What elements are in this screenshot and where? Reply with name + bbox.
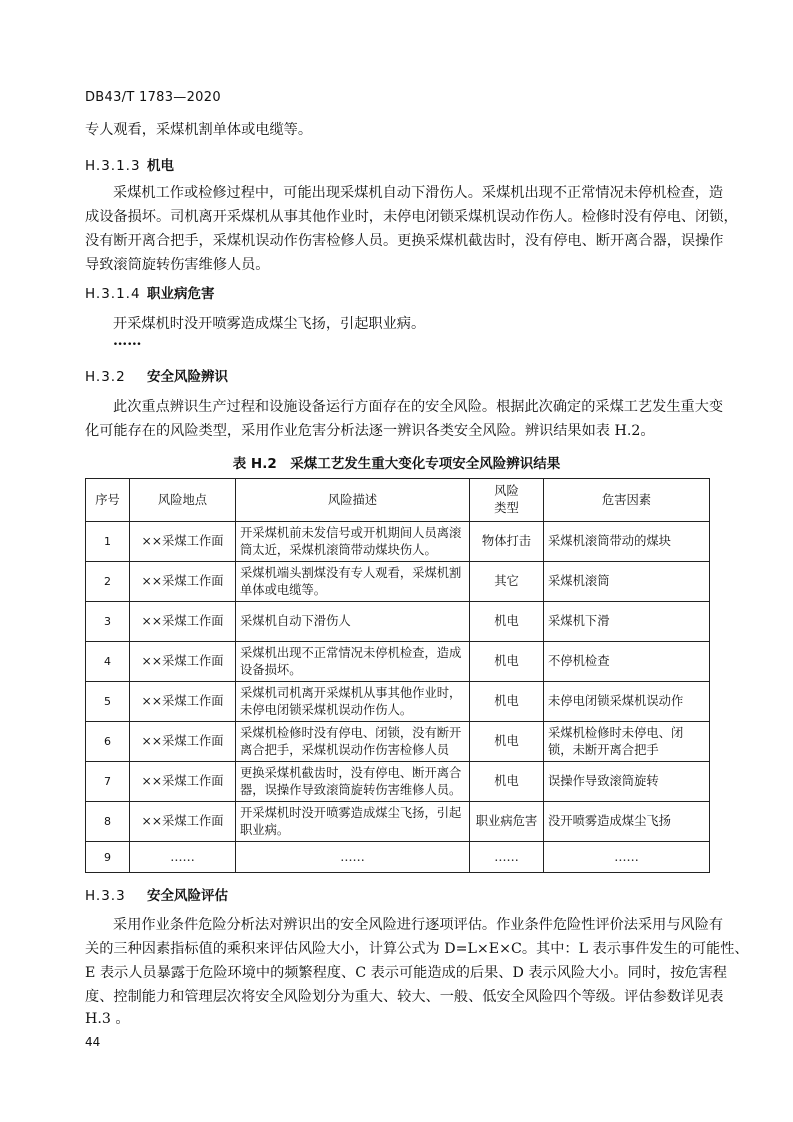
cell-no: 8 — [86, 802, 130, 842]
cell-factor: 采煤机滚筒 — [544, 562, 710, 602]
cell-factor: 采煤机检修时未停电、闭锁，未断开离合把手 — [544, 722, 710, 762]
cell-place: …… — [130, 842, 236, 873]
cell-desc: 开采煤机时没开喷雾造成煤尘飞扬，引起职业病。 — [236, 802, 470, 842]
cell-desc: 采煤机检修时没有停电、闭锁，没有断开离合把手，采煤机误动作伤害检修人员 — [236, 722, 470, 762]
document-code: DB43/T 1783—2020 — [85, 90, 221, 105]
cell-no: 7 — [86, 762, 130, 802]
cell-desc: 更换采煤机截齿时，没有停电、断开离合器，误操作导致滚筒旋转伤害维修人员。 — [236, 762, 470, 802]
cell-type: 机电 — [470, 722, 544, 762]
cell-no: 2 — [86, 562, 130, 602]
cell-type: 机电 — [470, 602, 544, 642]
paragraph-line: 专人观看，采煤机割单体或电缆等。 — [85, 122, 313, 138]
table-caption: 表 H.2 采煤工艺发生重大变化专项安全风险辨识结果 — [232, 456, 561, 472]
table-row — [86, 802, 710, 842]
header-place: 风险地点 — [130, 479, 236, 522]
paragraph-line: 导致滚筒旋转伤害维修人员。 — [85, 257, 270, 273]
table-header-row — [86, 479, 710, 522]
cell-type: 机电 — [470, 682, 544, 722]
table-row — [86, 842, 710, 873]
table-row — [86, 602, 710, 642]
cell-type: 其它 — [470, 562, 544, 602]
cell-no: 9 — [86, 842, 130, 873]
header-type-line1: 风险 — [494, 484, 519, 498]
cell-type: 机电 — [470, 642, 544, 682]
table-row — [86, 762, 710, 802]
cell-desc: …… — [236, 842, 470, 873]
section-heading-h314 — [85, 282, 215, 302]
section-number: H.3.3 — [85, 888, 126, 904]
cell-no: 3 — [86, 602, 130, 642]
cell-type: 物体打击 — [470, 522, 544, 562]
cell-no: 5 — [86, 682, 130, 722]
page-number: 44 — [85, 1035, 101, 1049]
ellipsis: …… — [113, 333, 142, 349]
header-no: 序号 — [86, 479, 130, 522]
table-row — [86, 722, 710, 762]
section-title: 安全风险评估 — [147, 888, 228, 904]
cell-place: ××采煤工作面 — [130, 762, 236, 802]
cell-place: ××采煤工作面 — [130, 642, 236, 682]
cell-desc: 采煤机出现不正常情况未停机检查，造成设备损坏。 — [236, 642, 470, 682]
table-row — [86, 642, 710, 682]
cell-desc: 采煤机端头割煤没有专人观看，采煤机割单体或电缆等。 — [236, 562, 470, 602]
risk-identification-table — [85, 478, 710, 873]
cell-factor: 不停机检查 — [544, 642, 710, 682]
section-number: H.3.1.4 — [85, 286, 141, 302]
cell-no: 4 — [86, 642, 130, 682]
cell-factor: 采煤机下滑 — [544, 602, 710, 642]
section-heading-h32 — [85, 365, 228, 385]
cell-desc: 采煤机自动下滑伤人 — [236, 602, 470, 642]
paragraph-line: 化可能存在的风险类型，采用作业危害分析法逐一辨识各类安全风险。辨识结果如表 H.2。 — [85, 423, 655, 439]
cell-no: 6 — [86, 722, 130, 762]
header-type — [470, 479, 544, 522]
cell-place: ××采煤工作面 — [130, 802, 236, 842]
section-heading-h313 — [85, 154, 174, 174]
paragraph-line: 关的三种因素指标值的乘积来评估风险大小，计算公式为 D=L×E×C。其中：L 表示事件发生的可能性、 — [85, 941, 749, 957]
cell-desc: 开采煤机前未发信号或开机期间人员离滚筒太近，采煤机滚筒带动煤块伤人。 — [236, 522, 470, 562]
cell-no: 1 — [86, 522, 130, 562]
paragraph-line: 成设备损坏。司机离开采煤机从事其他作业时，未停电闭锁采煤机误动作伤人。检修时没有停电、闭锁， — [85, 209, 738, 225]
cell-place: ××采煤工作面 — [130, 602, 236, 642]
section-title: 机电 — [147, 158, 174, 174]
cell-type: 机电 — [470, 762, 544, 802]
section-title: 职业病危害 — [147, 286, 215, 302]
section-number: H.3.2 — [85, 369, 126, 385]
cell-place: ××采煤工作面 — [130, 682, 236, 722]
table-row — [86, 522, 710, 562]
cell-type: …… — [470, 842, 544, 873]
header-factor: 危害因素 — [544, 479, 710, 522]
cell-factor: …… — [544, 842, 710, 873]
cell-factor: 误操作导致滚筒旋转 — [544, 762, 710, 802]
cell-place: ××采煤工作面 — [130, 522, 236, 562]
paragraph-line: 此次重点辨识生产过程和设施设备运行方面存在的安全风险。根据此次确定的采煤工艺发生重大变 — [113, 399, 724, 415]
cell-place: ××采煤工作面 — [130, 562, 236, 602]
header-type-line2: 类型 — [494, 501, 519, 515]
cell-desc: 采煤机司机离开采煤机从事其他作业时，未停电闭锁采煤机误动作伤人。 — [236, 682, 470, 722]
header-desc: 风险描述 — [236, 479, 470, 522]
section-heading-h33 — [85, 884, 228, 904]
paragraph-line: 度、控制能力和管理层次将安全风险划分为重大、较大、一般、低安全风险四个等级。评估参数详见表 — [85, 989, 724, 1005]
paragraph-line: E 表示人员暴露于危险环境中的频繁程度、C 表示可能造成的后果、D 表示风险大小。同时，按危害程 — [85, 965, 727, 981]
paragraph-line: H.3 。 — [85, 1011, 130, 1027]
table-row — [86, 562, 710, 602]
cell-factor: 没开喷雾造成煤尘飞扬 — [544, 802, 710, 842]
paragraph-line: 没有断开离合把手，采煤机误动作伤害检修人员。更换采煤机截齿时，没有停电、断开离合器，误操作 — [85, 233, 724, 249]
paragraph-line: 采用作业条件危险分析法对辨识出的安全风险进行逐项评估。作业条件危险性评价法采用与风险有 — [113, 917, 724, 933]
cell-factor: 采煤机滚筒带动的煤块 — [544, 522, 710, 562]
paragraph-line: 开采煤机时没开喷雾造成煤尘飞扬，引起职业病。 — [113, 316, 426, 332]
cell-factor: 未停电闭锁采煤机误动作 — [544, 682, 710, 722]
cell-place: ××采煤工作面 — [130, 722, 236, 762]
paragraph-line: 采煤机工作或检修过程中，可能出现采煤机自动下滑伤人。采煤机出现不正常情况未停机检查，造 — [113, 185, 724, 201]
section-number: H.3.1.3 — [85, 158, 141, 174]
section-title: 安全风险辨识 — [147, 369, 228, 385]
cell-type: 职业病危害 — [470, 802, 544, 842]
table-row — [86, 682, 710, 722]
